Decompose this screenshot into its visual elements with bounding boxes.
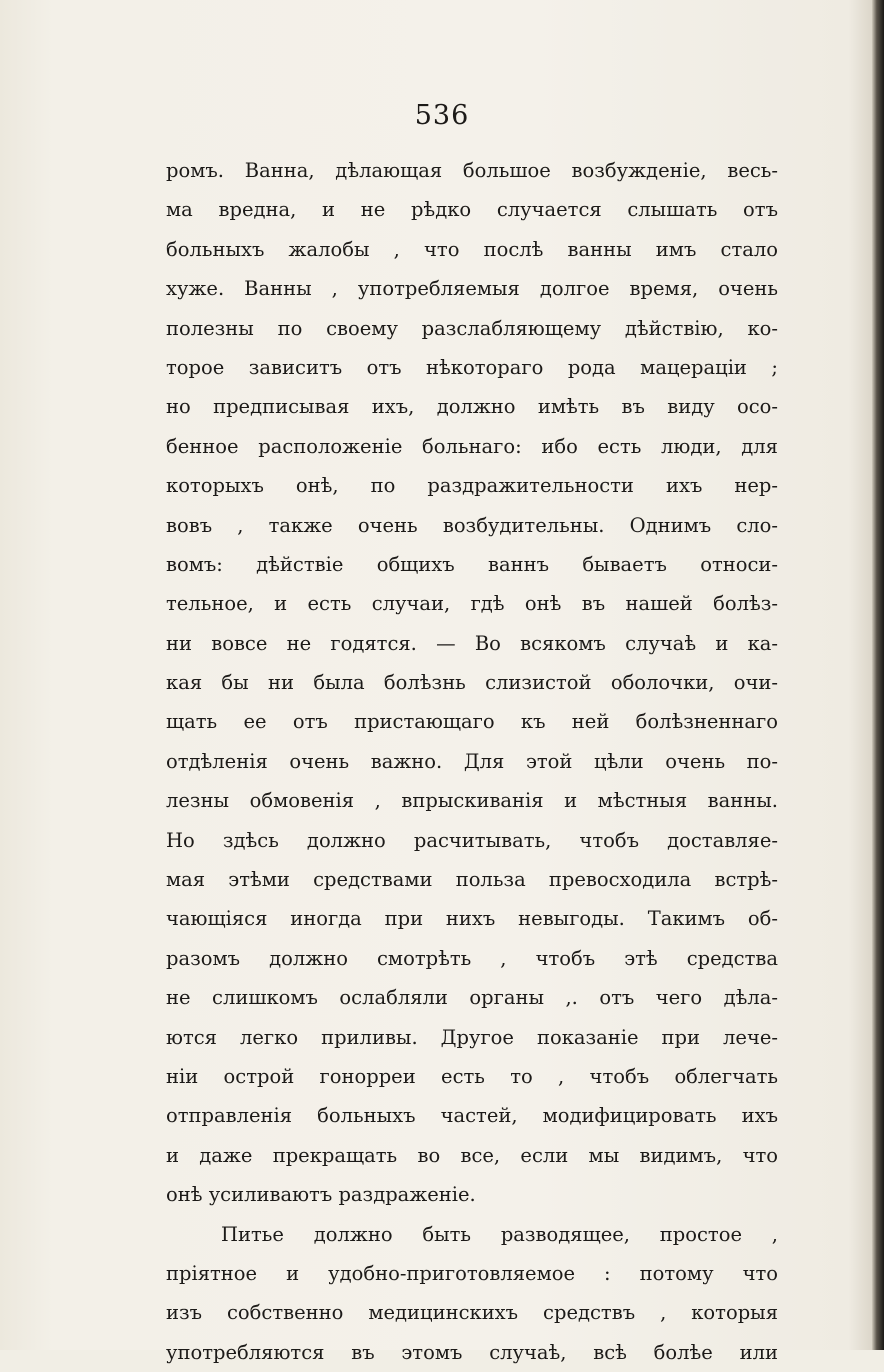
text-line: ни вовсе не годятся. — Во всякомъ случаѣ и ка- [166, 631, 778, 655]
paragraph-first-line: Питье должно быть разводящее, простое , [221, 1222, 778, 1246]
text-line: ромъ. Ванна, дѣлающая большое возбужденіе, весь- [166, 159, 778, 182]
text-line: не слишкомъ ослабляли органы ,. отъ чего дѣла- [166, 986, 778, 1010]
text-line: тельное, и есть случаи, гдѣ онѣ въ нашей болѣз- [166, 592, 778, 616]
text-line: вовъ , также очень возбудительны. Однимъ сло- [166, 513, 778, 537]
text-line: лезны обмовенія , впрыскиванія и мѣстныя ванны. [166, 789, 778, 813]
text-line: торое зависитъ отъ нѣкотораго рода мацераціи ; [166, 355, 778, 379]
text-line: хуже. Ванны , употребляемыя долгое время, очень [166, 277, 778, 301]
page-number: 536 [414, 100, 470, 131]
text-line: ніи острой гонорреи есть то , чтобъ облегчать [166, 1064, 778, 1088]
text-line: отдѣленія очень важно. Для этой цѣли очень по- [166, 749, 778, 773]
text-line: щать ее отъ пристающаго къ ней болѣзненнаго [166, 710, 778, 734]
text-line: и даже прекращать во все, если мы видимъ, что [166, 1143, 778, 1167]
text-line: которыхъ онѣ, по раздражительности ихъ нер- [166, 474, 778, 498]
body-text [166, 151, 778, 1372]
text-line: мая этѣми средствами польза превосходила встрѣ- [166, 868, 778, 892]
text-line: но предписывая ихъ, должно имѣть въ виду осо- [166, 395, 778, 419]
text-line: чающіяся иногда при нихъ невыгоды. Такимъ об- [166, 907, 778, 931]
text-line: отправленія больныхъ частей, модифицировать ихъ [166, 1104, 778, 1128]
text-line: ются легко приливы. Другое показаніе при лече- [166, 1025, 778, 1049]
text-line: вомъ: дѣйствіе общихъ ваннъ бываетъ относи- [166, 552, 778, 576]
text-line: разомъ должно смотрѣть , чтобъ этѣ средства [166, 946, 778, 970]
text-line: употребляются въ этомъ случаѣ, всѣ болѣе или [166, 1340, 778, 1364]
text-line: ма вредна, и не рѣдко случается слышать отъ [166, 198, 778, 222]
paragraph-end-line: онѣ усиливаютъ раздраженіе. [166, 1183, 476, 1207]
text-line: Но здѣсь должно расчитывать, чтобъ доставляе- [166, 828, 778, 852]
text-line: больныхъ жалобы , что послѣ ванны имъ стало [166, 237, 778, 261]
text-line: полезны по своему разслабляющему дѣйствію, ко- [166, 316, 778, 340]
text-line: кая бы ни была болѣзнь слизистой оболочки, очи- [166, 671, 778, 695]
text-line: бенное расположеніе больнаго: ибо есть люди, для [166, 434, 778, 458]
page-edge-shadow [872, 0, 884, 1350]
text-line: пріятное и удобно-приготовляемое : потому что [166, 1261, 778, 1285]
text-line: изъ собственно медицинскихъ средствъ , которыя [166, 1301, 778, 1325]
